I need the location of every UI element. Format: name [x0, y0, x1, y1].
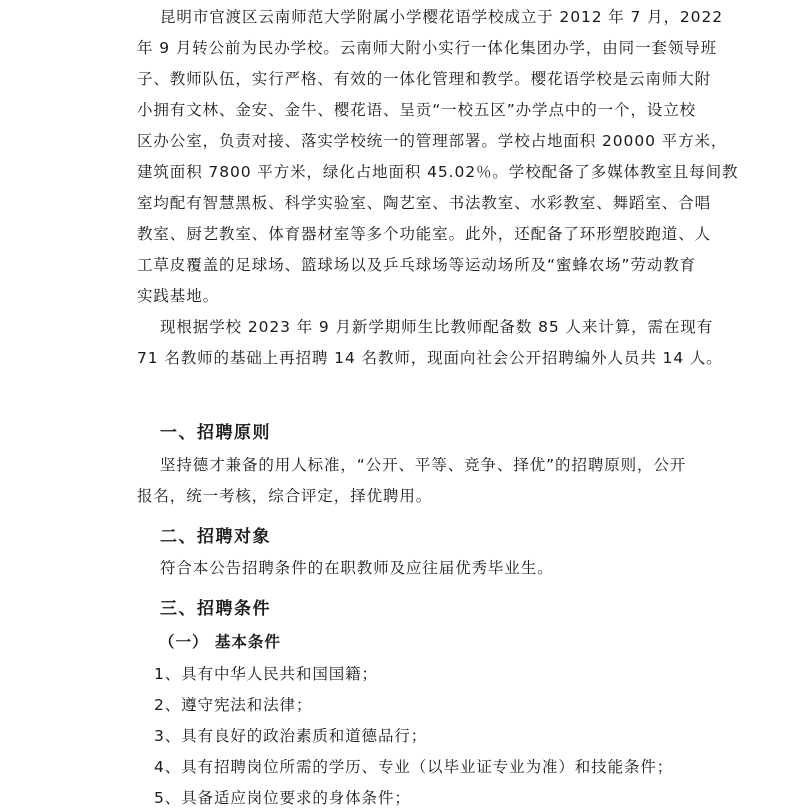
intro-line-5: 区办公室，负责对接、落实学校统一的管理部署。学校占地面积 20000 平方米， — [137, 132, 728, 150]
condition-item-4: 4、具有招聘岗位所需的学历、专业（以毕业证专业为准）和技能条件； — [154, 758, 674, 776]
subsection-heading-basic: （一） 基本条件 — [159, 633, 281, 651]
intro-line-10: 实践基地。 — [137, 287, 220, 305]
intro2-line-1: 现根据学校 2023 年 9 月新学期师生比教师配备数 85 人来计算，需在现有 — [160, 318, 714, 336]
condition-item-2: 2、遵守宪法和法律； — [154, 696, 313, 714]
intro-line-8: 教室、厨艺教室、体育器材室等多个功能室。此外，还配备了环形塑胶跑道、人 — [137, 225, 712, 243]
intro-line-7: 室均配有智慧黑板、科学实验室、陶艺室、书法教室、水彩教室、舞蹈室、合唱 — [137, 194, 712, 212]
section-heading-conditions: 三、招聘条件 — [160, 599, 271, 619]
intro-line-6: 建筑面积 7800 平方米，绿化占地面积 45.02％。学校配备了多媒体教室且每间教 — [137, 163, 739, 181]
intro-line-3: 子、教师队伍，实行严格、有效的一体化管理和教学。樱花语学校是云南师大附 — [137, 70, 712, 88]
section-heading-targets: 二、招聘对象 — [160, 527, 271, 547]
intro-line-4: 小拥有文林、金安、金牛、樱花语、呈贡“一校五区”办学点中的一个，设立校 — [137, 101, 697, 119]
condition-item-1: 1、具有中华人民共和国国籍； — [154, 665, 378, 683]
targets-line-1: 符合本公告招聘条件的在职教师及应往届优秀毕业生。 — [160, 559, 554, 577]
section-heading-principles: 一、招聘原则 — [160, 423, 271, 443]
condition-item-5: 5、具备适应岗位要求的身体条件； — [154, 789, 411, 807]
principles-line-1: 坚持德才兼备的用人标准，“公开、平等、竞争、择优”的招聘原则，公开 — [160, 456, 687, 474]
intro-line-1: 昆明市官渡区云南师范大学附属小学樱花语学校成立于 2012 年 7 月，2022 — [160, 8, 723, 26]
intro-line-2: 年 9 月转公前为民办学校。云南师大附小实行一体化集团办学，由同一套领导班 — [137, 39, 718, 57]
intro-line-9: 工草皮覆盖的足球场、篮球场以及乒乓球场等运动场所及“蜜蜂农场”劳动教育 — [137, 256, 697, 274]
condition-item-3: 3、具有良好的政治素质和道德品行； — [154, 727, 428, 745]
intro2-line-2: 71 名教师的基础上再招聘 14 名教师，现面向社会公开招聘编外人员共 14 人。 — [137, 349, 723, 367]
principles-line-2: 报名，统一考核，综合评定，择优聘用。 — [137, 487, 433, 505]
